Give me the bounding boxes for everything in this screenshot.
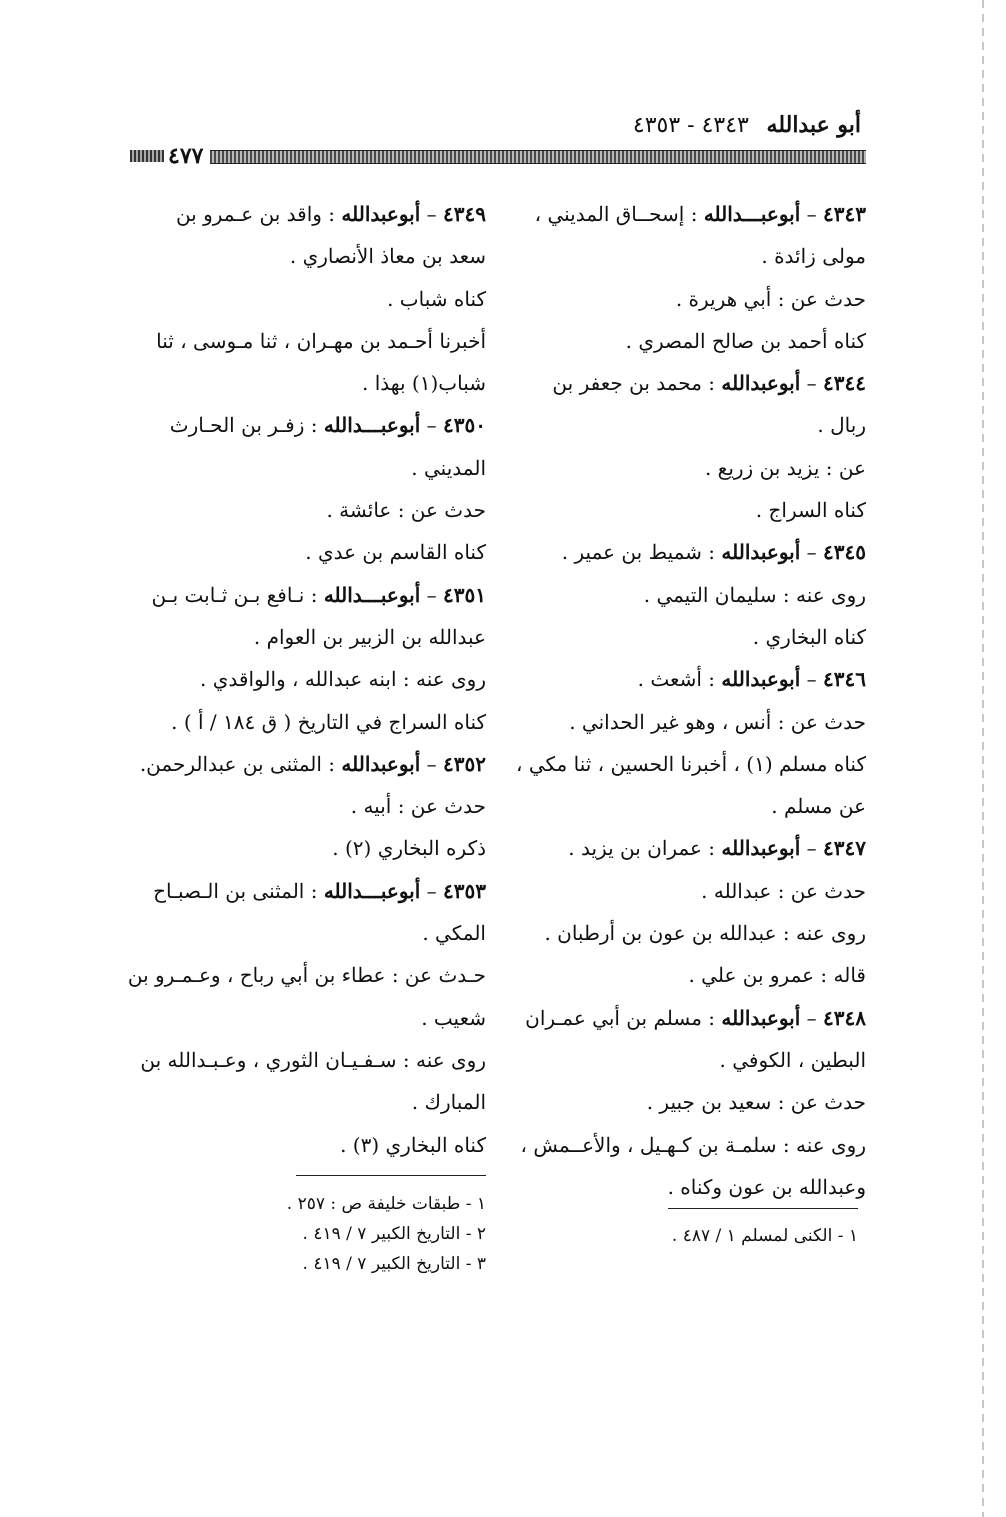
line-text: ربال . xyxy=(817,413,866,438)
text-line xyxy=(516,1124,866,1166)
text-line xyxy=(136,616,486,658)
entry-number: ٤٣٤٨ xyxy=(823,1005,866,1030)
line-text: حدث عن : عائشة . xyxy=(326,498,486,523)
entry-number: ٤٣٤٩ xyxy=(443,202,486,226)
entry-kunya: أبوعبدالله xyxy=(721,1005,801,1030)
running-head xyxy=(633,112,861,138)
line-text: كناه البخاري . xyxy=(752,624,866,649)
entry-kunya: أبوعبدالله xyxy=(721,836,801,861)
text-line xyxy=(136,531,486,573)
entry-heading: ٤٣٥١ – أبوعبـــدالله : نـافع بـن ثـابت بـن xyxy=(151,582,486,607)
entry-kunya: أبوعبدالله xyxy=(341,751,421,776)
text-line xyxy=(516,912,866,954)
footnote-rule-right xyxy=(668,1208,858,1209)
entry-number: ٤٣٥٠ xyxy=(443,413,486,438)
line-text: حدث عن : أبي هريرة . xyxy=(675,286,866,311)
text-line xyxy=(516,1039,866,1081)
line-text: عن : يزيد بن زريع . xyxy=(704,455,866,480)
text-line xyxy=(516,447,866,489)
line-text: : نـافع بـن ثـابت بـن xyxy=(151,582,318,607)
right-column xyxy=(516,193,866,1208)
footnote: ١ - الكنى لمسلم ١ / ٤٨٧ . xyxy=(671,1226,858,1246)
entry-heading: ٤٣٤٧ – أبوعبدالله : عمران بن يزيد . xyxy=(568,836,866,861)
line-text: روى عنه : سلمـة بن كـهـيل ، والأعــمش ، xyxy=(520,1132,866,1157)
line-text: حدث عن : عبدالله . xyxy=(701,878,866,903)
text-line xyxy=(516,870,866,912)
line-text: البطين ، الكوفي . xyxy=(719,1047,866,1072)
text-line xyxy=(516,743,866,785)
text-line xyxy=(516,1166,866,1208)
entry-heading: ٤٣٥٣ – أبوعبـــدالله : المثنى بن الـصبـاح xyxy=(153,878,486,903)
line-text: روى عنه : سـفـيـان الثوري ، وعـبـدالله بن xyxy=(140,1047,486,1072)
entry-number: ٤٣٤٥ xyxy=(823,540,866,565)
text-line xyxy=(136,1124,486,1166)
entry-kunya: أبوعبدالله xyxy=(341,202,421,226)
text-line xyxy=(136,235,486,277)
page-number: ٤٧٧ xyxy=(168,143,204,169)
text-line xyxy=(516,954,866,996)
line-text: حدث عن : أبيه . xyxy=(350,794,486,819)
line-text: كناه مسلم (١) ، أخبرنا الحسين ، ثنا مكي ، xyxy=(516,751,866,776)
entry-kunya: أبوعبدالله xyxy=(721,540,801,565)
line-text: عن مسلم . xyxy=(771,794,866,819)
line-text: : محمد بن جعفر بن xyxy=(552,371,716,396)
text-line xyxy=(516,404,866,446)
line-text: شباب(١) بهذا . xyxy=(362,371,486,396)
line-text: المبارك . xyxy=(411,1090,486,1115)
line-text: : واقد بن عـمرو بن xyxy=(175,202,336,226)
entry-heading: ٤٣٤٣ – أبوعبـــدالله : إسحــاق المديني ، xyxy=(534,202,866,226)
line-text: سعد بن معاذ الأنصاري . xyxy=(289,244,486,269)
entry-number: ٤٣٥٣ xyxy=(443,878,486,903)
entry-number: ٤٣٤٦ xyxy=(823,667,866,692)
text-line xyxy=(516,235,866,277)
line-text: : زفـر بن الحـارث xyxy=(169,413,318,438)
line-text: مولى زائدة . xyxy=(761,244,866,269)
text-line xyxy=(516,616,866,658)
text-line xyxy=(136,278,486,320)
entry-heading: ٤٣٥٢ – أبوعبدالله : المثنى بن عبدالرحمن. xyxy=(139,751,486,776)
footnote: ٣ - التاريخ الكبير ٧ / ٤١٩ . xyxy=(302,1254,486,1274)
text-line xyxy=(136,1039,486,1081)
text-line xyxy=(136,447,486,489)
text-line xyxy=(136,701,486,743)
entry-kunya: أبوعبدالله xyxy=(721,371,801,396)
text-line xyxy=(516,1081,866,1123)
entry-heading: ٤٣٤٥ – أبوعبدالله : شميط بن عمير . xyxy=(561,540,866,565)
left-column xyxy=(127,193,486,1166)
entry-heading: ٤٣٤٤ – أبوعبدالله : محمد بن جعفر بن xyxy=(552,371,866,396)
text-line xyxy=(136,658,486,700)
text-line xyxy=(136,827,486,869)
footnote-rule-left xyxy=(296,1175,486,1176)
text-line xyxy=(516,701,866,743)
entry-number: ٤٣٥١ xyxy=(443,582,486,607)
line-text: كناه السراج . xyxy=(755,498,866,523)
text-line xyxy=(127,954,486,996)
entry-heading: ٤٣٤٦ – أبوعبدالله : أشعث . xyxy=(637,667,866,692)
text-line xyxy=(136,320,486,362)
entry-number: ٤٣٤٣ xyxy=(823,202,866,226)
line-text: عبدالله بن الزبير بن العوام . xyxy=(253,624,486,649)
text-line xyxy=(136,785,486,827)
entry-heading: ٤٣٥٠ – أبوعبـــدالله : زفـر بن الحـارث xyxy=(169,413,486,438)
line-text: المديني . xyxy=(411,455,486,480)
text-line xyxy=(516,574,866,616)
line-text: : مسلم بن أبي عمـران xyxy=(525,1005,716,1030)
text-line xyxy=(136,489,486,531)
entry-kunya: أبوعبـــدالله xyxy=(323,413,421,438)
footnote: ٢ - التاريخ الكبير ٧ / ٤١٩ . xyxy=(302,1224,486,1244)
line-text: روى عنه : عبدالله بن عون بن أرطبان . xyxy=(544,921,866,946)
line-text: : عمران بن يزيد . xyxy=(568,836,716,861)
entry-kunya: أبوعبـــدالله xyxy=(703,202,801,226)
entry-number: ٤٣٤٤ xyxy=(823,371,866,396)
footnote: ١ - طبقات خليفة ص : ٢٥٧ . xyxy=(286,1194,486,1214)
line-text: أخبرنا أحـمد بن مهـران ، ثنا مـوسى ، ثنا xyxy=(156,328,486,353)
line-text: : إسحــاق المديني ، xyxy=(534,202,698,226)
line-text: : المثنى بن الـصبـاح xyxy=(153,878,318,903)
header-rule xyxy=(210,150,866,164)
text-line xyxy=(516,785,866,827)
entry-kunya: أبوعبـــدالله xyxy=(323,582,421,607)
text-line xyxy=(516,320,866,362)
line-text: كناه أحمد بن صالح المصري . xyxy=(625,328,866,353)
line-text: ذكره البخاري (٢) . xyxy=(332,836,486,861)
line-text: روى عنه : سليمان التيمي . xyxy=(643,582,866,607)
text-line xyxy=(516,278,866,320)
line-text: قاله : عمرو بن علي . xyxy=(688,963,866,988)
line-text: : أشعث . xyxy=(637,667,716,692)
entry-heading: ٤٣٤٨ – أبوعبدالله : مسلم بن أبي عمـران xyxy=(525,1005,866,1030)
entry-heading: ٤٣٤٩ – أبوعبدالله : واقد بن عـمرو بن xyxy=(175,202,486,226)
running-head-range: ٤٣٤٣ - ٤٣٥٣ xyxy=(632,113,749,138)
line-text: : المثنى بن عبدالرحمن. xyxy=(139,751,336,776)
text-line xyxy=(136,912,486,954)
line-text: حدث عن : أنس ، وهو غير الحداني . xyxy=(569,709,866,734)
text-line xyxy=(136,997,486,1039)
line-text: كناه السراج في التاريخ ( ق ١٨٤ / أ ) . xyxy=(171,709,486,734)
line-text: كناه شباب . xyxy=(387,286,486,311)
line-text: كناه القاسم بن عدي . xyxy=(305,540,486,565)
line-text: شعيب . xyxy=(421,1005,486,1030)
entry-kunya: أبوعبدالله xyxy=(721,667,801,692)
text-line xyxy=(136,1081,486,1123)
entry-number: ٤٣٤٧ xyxy=(823,836,866,861)
entry-number: ٤٣٥٢ xyxy=(443,751,486,776)
entry-kunya: أبوعبـــدالله xyxy=(323,878,421,903)
page-edge-shadow xyxy=(982,0,984,1517)
text-line xyxy=(136,362,486,404)
line-text: حدث عن : سعيد بن جبير . xyxy=(646,1090,866,1115)
line-text: كناه البخاري (٣) . xyxy=(340,1132,486,1157)
line-text: وعبدالله بن عون وكناه . xyxy=(667,1174,866,1199)
line-text: المكي . xyxy=(422,921,486,946)
line-text: حـدث عن : عطاء بن أبي رباح ، وعـمـرو بن xyxy=(127,963,486,988)
folio-ornament xyxy=(130,150,164,162)
running-head-title: أبو عبدالله xyxy=(766,112,861,138)
line-text: : شميط بن عمير . xyxy=(561,540,716,565)
line-text: روى عنه : ابنه عبدالله ، والواقدي . xyxy=(200,667,486,692)
text-line xyxy=(516,489,866,531)
